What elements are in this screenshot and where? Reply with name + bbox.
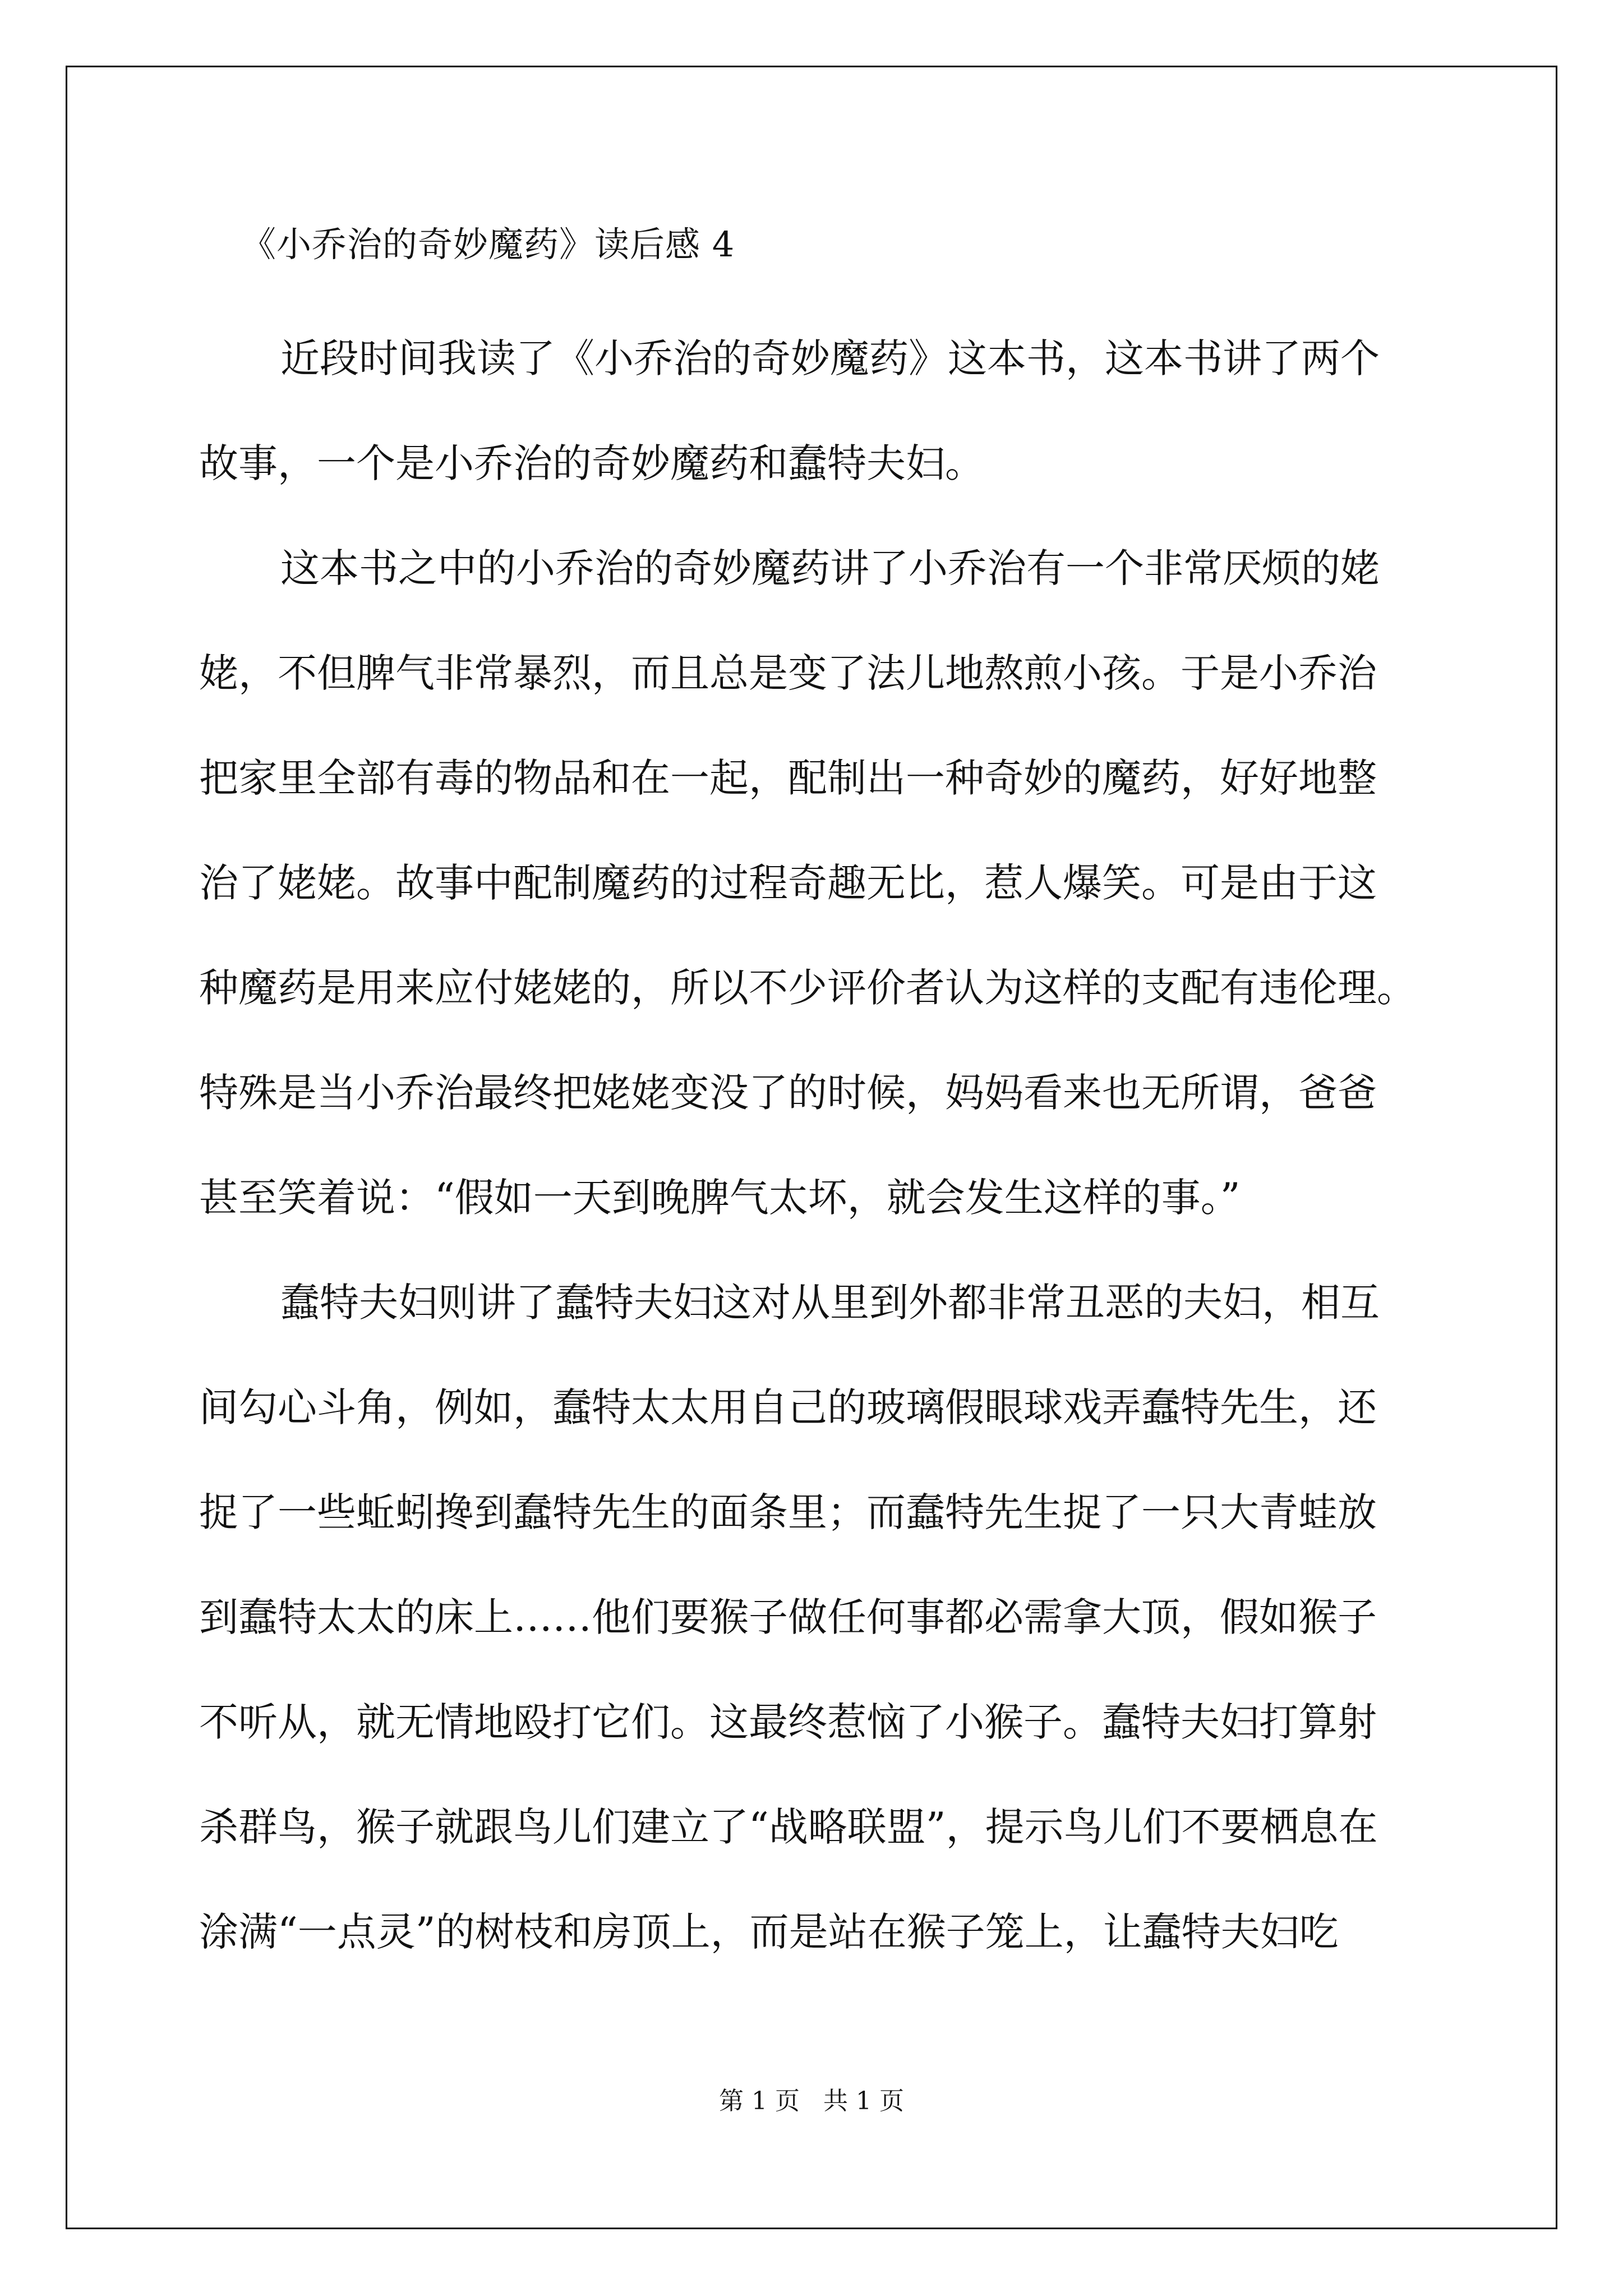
- page-number-footer: 第 1 页 共 1 页: [719, 2087, 904, 2115]
- body-line: 种魔药是用来应付姥姥的，所以不少评价者认为这样的支配有违伦理。: [199, 965, 1416, 1011]
- body-line: 到蠢特太太的床上……他们要猴子做任何事都必需拿大顶，假如猴子: [199, 1594, 1377, 1640]
- body-line: 间勾心斗角，例如，蠢特太太用自己的玻璃假眼球戏弄蠢特先生，还: [199, 1384, 1377, 1430]
- body-line: 杀群鸟，猴子就跟鸟儿们建立了“战略联盟”，提示鸟儿们不要栖息在: [199, 1804, 1378, 1850]
- body-line: 不听从，就无情地殴打它们。这最终惹恼了小猴子。蠢特夫妇打算射: [199, 1699, 1377, 1745]
- document-title: 《小乔治的奇妙魔药》读后感 4: [241, 224, 735, 265]
- body-line: 甚至笑着说：“假如一天到晚脾气太坏，就会发生这样的事。”: [199, 1175, 1241, 1221]
- body-line: 姥，不但脾气非常暴烈，而且总是变了法儿地熬煎小孩。于是小乔治: [199, 650, 1377, 696]
- body-line: 特殊是当小乔治最终把姥姥变没了的时候，妈妈看来也无所谓，爸爸: [199, 1070, 1377, 1116]
- body-line: 故事，一个是小乔治的奇妙魔药和蠢特夫妇。: [199, 440, 984, 486]
- body-line: 治了姥姥。故事中配制魔药的过程奇趣无比，惹人爆笑。可是由于这: [199, 860, 1377, 906]
- body-line: 把家里全部有毒的物品和在一起，配制出一种奇妙的魔药，好好地整: [199, 755, 1377, 801]
- body-line: 蠢特夫妇则讲了蠢特夫妇这对从里到外都非常丑恶的夫妇，相互: [280, 1280, 1380, 1326]
- page-border: [66, 66, 1557, 2229]
- body-line: 近段时间我读了《小乔治的奇妙魔药》这本书，这本书讲了两个: [280, 335, 1380, 381]
- body-line: 捉了一些蚯蚓搀到蠢特先生的面条里；而蠢特先生捉了一只大青蛙放: [199, 1489, 1377, 1535]
- body-line: 涂满“一点灵”的树枝和房顶上，而是站在猴子笼上，让蠢特夫妇吃: [199, 1909, 1339, 1955]
- body-line: 这本书之中的小乔治的奇妙魔药讲了小乔治有一个非常厌烦的姥: [280, 545, 1380, 591]
